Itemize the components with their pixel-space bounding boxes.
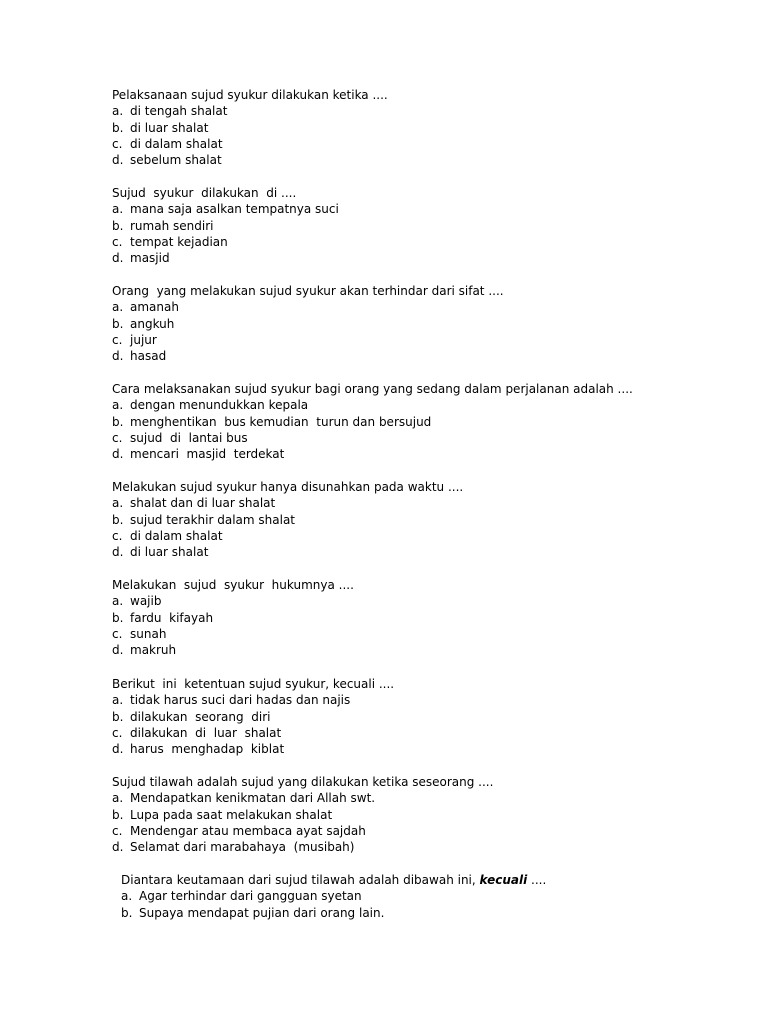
option-text: Supaya mendapat pujian dari orang lain. <box>139 905 385 920</box>
option-a <box>121 888 741 904</box>
option-text: tempat kejadian <box>130 234 228 249</box>
question-text-before: Diantara keutamaan dari sujud tilawah adalah dibawah ini, <box>121 873 480 887</box>
option-letter: d. <box>112 742 124 757</box>
option-d <box>112 741 732 757</box>
option-letter: a. <box>112 594 124 609</box>
option-b <box>112 316 732 332</box>
option-c <box>112 430 732 446</box>
option-letter: b. <box>112 512 124 527</box>
option-c <box>112 234 732 250</box>
option-a <box>112 692 732 708</box>
option-letter: d. <box>112 447 124 462</box>
option-letter: b. <box>112 414 124 429</box>
option-letter: c. <box>112 332 123 347</box>
option-letter: a. <box>112 300 124 315</box>
option-letter: c. <box>112 626 123 641</box>
question-4 <box>112 381 732 462</box>
option-letter: a. <box>112 693 124 708</box>
question-text-after: .... <box>527 873 547 887</box>
option-text: angkuh <box>130 316 175 331</box>
question-text: Sujud syukur dilakukan di .... <box>112 186 297 200</box>
option-text: sujud terakhir dalam shalat <box>130 512 296 527</box>
option-c <box>112 136 732 152</box>
option-text: di dalam shalat <box>130 136 223 151</box>
option-letter: c. <box>112 528 123 543</box>
option-a <box>112 201 732 217</box>
option-text: mencari masjid terdekat <box>130 447 285 462</box>
option-text: fardu kifayah <box>130 610 214 625</box>
option-letter: c. <box>112 234 123 249</box>
option-a <box>112 593 732 609</box>
option-text: dilakukan di luar shalat <box>130 725 282 740</box>
option-letter: d. <box>112 153 124 168</box>
option-text: tidak harus suci dari hadas dan najis <box>130 693 351 708</box>
option-letter: d. <box>112 643 124 658</box>
option-letter: b. <box>112 807 124 822</box>
option-letter: c. <box>112 136 123 151</box>
question-6 <box>112 577 732 658</box>
option-text: menghentikan bus kemudian turun dan bersujud <box>130 414 432 429</box>
option-text: mana saja asalkan tempatnya suci <box>130 202 339 217</box>
option-c <box>112 528 732 544</box>
option-d <box>112 348 732 364</box>
option-letter: a. <box>112 104 124 119</box>
question-8 <box>112 774 732 855</box>
option-d <box>112 544 732 560</box>
option-text: dengan menundukkan kepala <box>130 398 309 413</box>
option-text: harus menghadap kiblat <box>130 742 285 757</box>
question-3 <box>112 283 732 364</box>
option-letter: b. <box>112 218 124 233</box>
question-text: Melakukan sujud syukur hukumnya .... <box>112 578 354 592</box>
option-letter: c. <box>112 430 123 445</box>
option-text: amanah <box>130 300 179 315</box>
option-letter: b. <box>121 905 133 920</box>
option-b <box>112 414 732 430</box>
option-text: sunah <box>130 626 167 641</box>
option-text: wajib <box>130 594 162 609</box>
question-text: Melakukan sujud syukur hanya disunahkan pada waktu .... <box>112 480 464 494</box>
option-text: sebelum shalat <box>130 153 222 168</box>
option-c <box>112 332 732 348</box>
option-letter: a. <box>112 202 124 217</box>
question-text: Berikut ini ketentuan sujud syukur, kecuali .... <box>112 677 395 691</box>
question-text: Cara melaksanakan sujud syukur bagi orang yang sedang dalam perjalanan adalah .... <box>112 382 633 396</box>
question-text: Pelaksanaan sujud syukur dilakukan ketika .... <box>112 88 388 102</box>
option-a <box>112 495 732 511</box>
question-5 <box>112 479 732 560</box>
option-c <box>112 626 732 642</box>
option-text: di luar shalat <box>130 545 209 560</box>
option-text: jujur <box>130 332 157 347</box>
option-letter: a. <box>112 791 124 806</box>
question-text: Orang yang melakukan sujud syukur akan terhindar dari sifat .... <box>112 284 504 298</box>
option-a <box>112 790 732 806</box>
option-letter: d. <box>112 545 124 560</box>
option-letter: d. <box>112 840 124 855</box>
option-d <box>112 642 732 658</box>
option-text: sujud di lantai bus <box>130 430 248 445</box>
question-7 <box>112 676 732 757</box>
option-text: Mendengar atau membaca ayat sajdah <box>130 823 366 838</box>
option-text: rumah sendiri <box>130 218 214 233</box>
option-a <box>112 397 732 413</box>
option-text: Agar terhindar dari gangguan syetan <box>139 889 362 904</box>
option-letter: a. <box>112 398 124 413</box>
option-b <box>112 610 732 626</box>
option-text: makruh <box>130 643 177 658</box>
option-b <box>112 709 732 725</box>
option-text: Selamat dari marabahaya (musibah) <box>130 840 355 855</box>
option-c <box>112 823 732 839</box>
option-text: hasad <box>130 349 167 364</box>
option-letter: c. <box>112 725 123 740</box>
option-letter: b. <box>112 120 124 135</box>
option-text: masjid <box>130 251 170 266</box>
question-1 <box>112 87 732 168</box>
option-letter: a. <box>121 889 133 904</box>
option-d <box>112 446 732 462</box>
option-b <box>112 807 732 823</box>
option-text: Mendapatkan kenikmatan dari Allah swt. <box>130 791 376 806</box>
option-a <box>112 299 732 315</box>
option-d <box>112 152 732 168</box>
question-9 <box>121 872 741 921</box>
option-b <box>121 905 741 921</box>
option-a <box>112 103 732 119</box>
option-letter: a. <box>112 496 124 511</box>
option-letter: b. <box>112 709 124 724</box>
option-text: di luar shalat <box>130 120 209 135</box>
question-text <box>121 872 741 888</box>
option-text: shalat dan di luar shalat <box>130 496 276 511</box>
question-text: Sujud tilawah adalah sujud yang dilakukan ketika seseorang .... <box>112 775 494 789</box>
option-text: dilakukan seorang diri <box>130 709 271 724</box>
question-emphasis: kecuali <box>479 873 528 887</box>
option-letter: d. <box>112 349 124 364</box>
option-letter: d. <box>112 251 124 266</box>
option-text: di dalam shalat <box>130 528 223 543</box>
option-b <box>112 218 732 234</box>
option-b <box>112 120 732 136</box>
question-2 <box>112 185 732 266</box>
option-b <box>112 512 732 528</box>
option-letter: b. <box>112 316 124 331</box>
option-text: Lupa pada saat melakukan shalat <box>130 807 333 822</box>
option-text: di tengah shalat <box>130 104 228 119</box>
option-letter: b. <box>112 610 124 625</box>
option-letter: c. <box>112 823 123 838</box>
option-d <box>112 839 732 855</box>
option-c <box>112 725 732 741</box>
option-d <box>112 250 732 266</box>
